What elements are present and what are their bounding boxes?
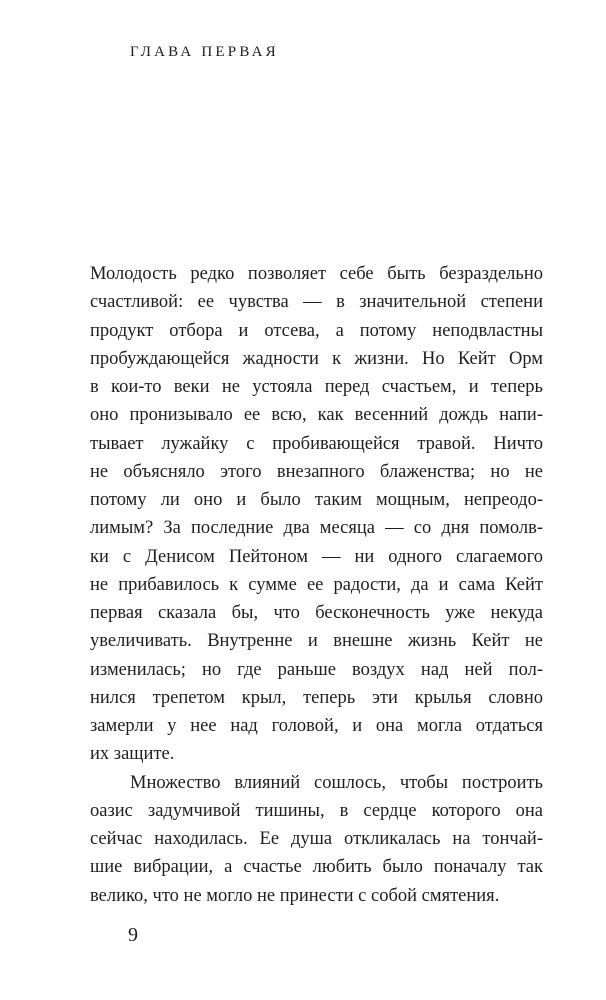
text-line: не объясняло этого внезапного блаженства; но не	[90, 461, 543, 482]
paragraph-1	[90, 260, 543, 769]
text-line: нился трепетом крыл, теперь эти крылья словно	[90, 687, 543, 708]
text-line: пробуждающейся жадности к жизни. Но Кейт Орм	[90, 348, 543, 369]
text-line: лимым? За последние два месяца — со дня помолв-	[90, 518, 543, 539]
text-line: продукт отбора и отсева, а потому неподвластны	[90, 320, 543, 341]
text-line: сейчас находилась. Ее душа откликалась на тончай-	[90, 829, 543, 849]
text-line: Множество влияний сошлось, чтобы построить	[130, 772, 543, 793]
text-line: их защите.	[90, 744, 175, 765]
text-line: оно пронизывало ее всю, как весенний дождь напи-	[90, 405, 543, 426]
text-line: в кои-то веки не устояла перед счастьем, и теперь	[90, 377, 543, 397]
page-number: 9	[128, 924, 138, 946]
body-text	[90, 260, 543, 910]
text-line: увеличивать. Внутренне и внешне жизнь Кейт не	[90, 631, 543, 652]
text-line: изменилась; но где раньше воздух над ней пол-	[90, 659, 543, 680]
text-line: ки с Денисом Пейтоном — ни одного слагаемого	[90, 546, 543, 567]
text-line: шие вибрации, а счастье любить было поначалу так	[90, 857, 543, 878]
text-line: первая сказала бы, что бесконечность уже некуда	[90, 603, 543, 623]
text-line: замерли у нее над головой, и она могла отдаться	[90, 716, 543, 736]
text-line: счастливой: ее чувства — в значительной степени	[90, 292, 543, 313]
text-line: Молодость редко позволяет себе быть безраздельно	[90, 264, 543, 284]
paragraph-2	[90, 769, 543, 910]
text-line: тывает лужайку с пробивающейся травой. Ничто	[90, 433, 543, 454]
text-line: не прибавилось к сумме ее радости, да и сама Кейт	[90, 574, 543, 595]
chapter-heading: ГЛАВА ПЕРВАЯ	[130, 44, 279, 60]
text-line: оазис задумчивой тишины, в сердце которого она	[90, 800, 543, 821]
text-line: велико, что не могло не принести с собой смятения.	[90, 885, 500, 906]
text-line: потому ли оно и было таким мощным, непреодо-	[90, 490, 543, 510]
